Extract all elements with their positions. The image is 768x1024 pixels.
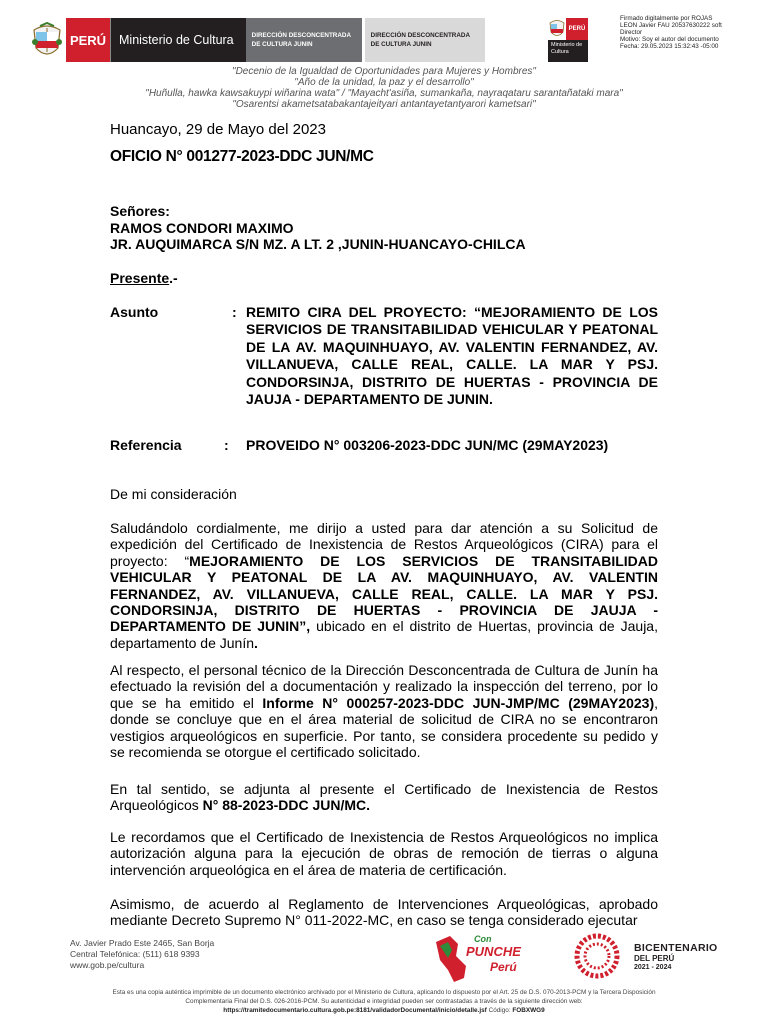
small-coat-of-arms-icon <box>548 18 566 40</box>
signature-line: Firmado digitalmente por ROJAS <box>620 15 713 22</box>
signature-line: Director <box>620 29 643 36</box>
letter-date: Huancayo, 29 de Mayo del 2023 <box>110 121 326 138</box>
motto-line: "Año de la unidad, la paz y el desarrollo" <box>294 77 474 88</box>
validation-url[interactable]: https://tramitedocumentario.cultura.gob.pe:8181/validadorDocumental/inicio/detalle.jsf <box>223 1007 487 1014</box>
paragraph-request-period: . <box>254 634 258 651</box>
ministry-logo-bar <box>66 18 485 62</box>
recipient-block <box>110 203 526 253</box>
coat-of-arms-logo <box>30 22 64 62</box>
motto-line: "Decenio de la Igualdad de Oportunidades para Mujeres y Hombres" <box>232 66 536 77</box>
signature-line: Motivo: Soy el autor del documento <box>620 36 719 43</box>
referencia-label: Referencia <box>110 437 182 453</box>
logo-con: Con <box>474 934 492 944</box>
logo-punche: PUNCHE <box>466 944 521 959</box>
small-peru-box: PERÚ <box>566 18 588 40</box>
asunto-colon: : <box>232 304 237 320</box>
asunto-label: Asunto <box>110 304 159 320</box>
oficio-number: OFICIO N° 001277-2023-DDC JUN/MC <box>110 148 374 165</box>
small-ministry-logo <box>548 18 588 62</box>
signature-line: LEON Javier FAU 20537630222 soft <box>620 22 722 29</box>
bicentenario-subtitle: DEL PERÚ <box>634 954 675 963</box>
bicentenario-emblem-icon <box>570 932 624 980</box>
paragraph-request <box>110 520 658 651</box>
note-link-line <box>0 1006 768 1015</box>
peru-logo-box: PERÚ <box>66 18 110 62</box>
paragraph-attachment-intro: En tal sentido, se adjunta al presente el Certificado de Inexistencia de Restos Arqueológicos <box>110 781 658 814</box>
paragraph-reminder: Le recordamos que el Certificado de Inexistencia de Restos Arqueológicos no implica autorización alguna para la ejecución de obras de remoción de tierras o alguna intervención arqueológica en el área de materia de certificación. <box>110 829 658 878</box>
recipient-address: JR. AUQUIMARCA S/N MZ. A LT. 2 ,JUNIN-HUANCAYO-CHILCA <box>110 236 526 252</box>
direction-label-primary: DIRECCIÓN DESCONCENTRADA DE CULTURA JUNIN <box>246 18 362 62</box>
address-line: Central Telefónica: (511) 618 9393 <box>70 949 200 959</box>
referencia-text: PROVEIDO N° 003206-2023-DDC JUN/MC (29MAY2023) <box>246 437 609 453</box>
footer-address <box>70 938 214 971</box>
address-line: www.gob.pe/cultura <box>70 960 145 970</box>
small-ministry-label: Ministerio de Cultura <box>548 40 588 62</box>
motto-line: "Osarentsi akametsatabakantajeityari antantayetantyarori kametsari" <box>232 99 536 110</box>
address-line: Av. Javier Prado Este 2465, San Borja <box>70 938 215 948</box>
digital-signature-block <box>620 15 760 50</box>
presente-suffix: .- <box>169 270 178 286</box>
validation-code: FOBXWG9 <box>512 1007 545 1014</box>
referencia-colon: : <box>224 437 229 453</box>
logo-peru: Perú <box>490 960 517 974</box>
recipient-salutation: Señores: <box>110 203 170 219</box>
paragraph-request-intro: Saludándolo cordialmente, me dirijo a usted para dar atención a su Solicitud de expedición del Certificado de Inexistencia de Restos Arqueológicos (CIRA) para el proyecto: “ <box>110 520 658 569</box>
con-punche-peru-logo <box>430 930 546 986</box>
greeting: De mi consideración <box>110 486 237 502</box>
direction-label-secondary: DIRECCIÓN DESCONCENTRADA DE CULTURA JUNIN <box>365 18 485 62</box>
motto-line: "Huñulla, hawka kawsakuypi wiñarina wata" / "Mayacht'asiña, sumankaña, nayraqataru sarantañataki mara" <box>145 88 623 99</box>
bicentenario-years: 2021 - 2024 <box>634 964 672 971</box>
recipient-name: RAMOS CONDORI MAXIMO <box>110 219 294 236</box>
ministry-name: Ministerio de Cultura <box>110 18 246 62</box>
year-mottos <box>0 66 768 110</box>
note-line: Esta es una copia auténtica imprimible de un documento electrónico archivado por el Ministerio de Cultura, aplicando lo dispuesto por el Art. 25 de D.S. 070-2013-PCM y la Tercera Disposición <box>112 989 656 996</box>
paragraph-attachment <box>110 781 658 814</box>
note-line: Complementaria Final del D.S. 026-2016-PCM. Su autenticidad e integridad pueden ser contrastadas a través de la siguiente dirección web: <box>185 998 583 1005</box>
bicentenario-title: BICENTENARIO <box>634 942 718 954</box>
certificate-number: N° 88-2023-DDC JUN/MC. <box>202 797 371 814</box>
asunto-text: REMITO CIRA DEL PROYECTO: “MEJORAMIENTO DE LOS SERVICIOS DE TRANSITABILIDAD VEHICULAR Y PEATONAL DE LA AV. MAQUINHUAYO, AV. VALENTIN FERNANDEZ, AV. VILLANUEVA, CALLE REAL, CALLE. LA MAR Y PSJ. CONDORSINJA, DISTRITO DE HUERTAS - PROVINCIA DE JAUJA - DEPARTAMENTO DE JUNIN. <box>246 304 658 408</box>
authenticity-note <box>0 988 768 1015</box>
presente-text: Presente <box>110 270 170 286</box>
paragraph-regulation: Asimismo, de acuerdo al Reglamento de Intervenciones Arqueológicas, aprobado mediante Decreto Supremo N° 011-2022-MC, en caso se tenga considerado ejecutar <box>110 896 658 929</box>
code-label: Código: <box>488 1007 511 1014</box>
signature-line: Fecha: 29.05.2023 15:32:43 -05:00 <box>620 43 719 50</box>
presente-heading <box>110 270 178 286</box>
paragraph-request-location: ubicado en el distrito de Huertas, provincia de Jauja, departamento de Junín <box>110 618 658 651</box>
paragraph-inspection-intro: Al respecto, el personal técnico de la Dirección Desconcentrada de Cultura de Junín ha efectuado la revisión del a documentación y realizado la inspección del terreno, por lo que se ha emitido el <box>110 662 658 711</box>
paragraph-request-project: MEJORAMIENTO DE LOS SERVICIOS DE TRANSITABILIDAD VEHICULAR Y PEATONAL DE LA AV. MAQUINHUAYO, AV. VALENTIN FERNANDEZ, AV. VILLANUEVA, CALLE REAL, CALLE. LA MAR Y PSJ. CONDORSINJA, DISTRITO DE HUERTAS - PROVINCIA DE JAUJA - DEPARTAMENTO DE JUNIN”, <box>110 552 659 635</box>
paragraph-inspection <box>110 662 658 760</box>
informe-reference: Informe N° 000257-2023-DDC JUN-JMP/MC (29MAY2023) <box>262 694 655 711</box>
paragraph-inspection-conclusion: , donde se concluye que en el área material de solicitud de CIRA no se encontraron vestigios arqueológicos en superficie. Por tanto, se considera procedente su pedido y se recomienda se otorgue el certificado solicitado. <box>110 694 658 761</box>
